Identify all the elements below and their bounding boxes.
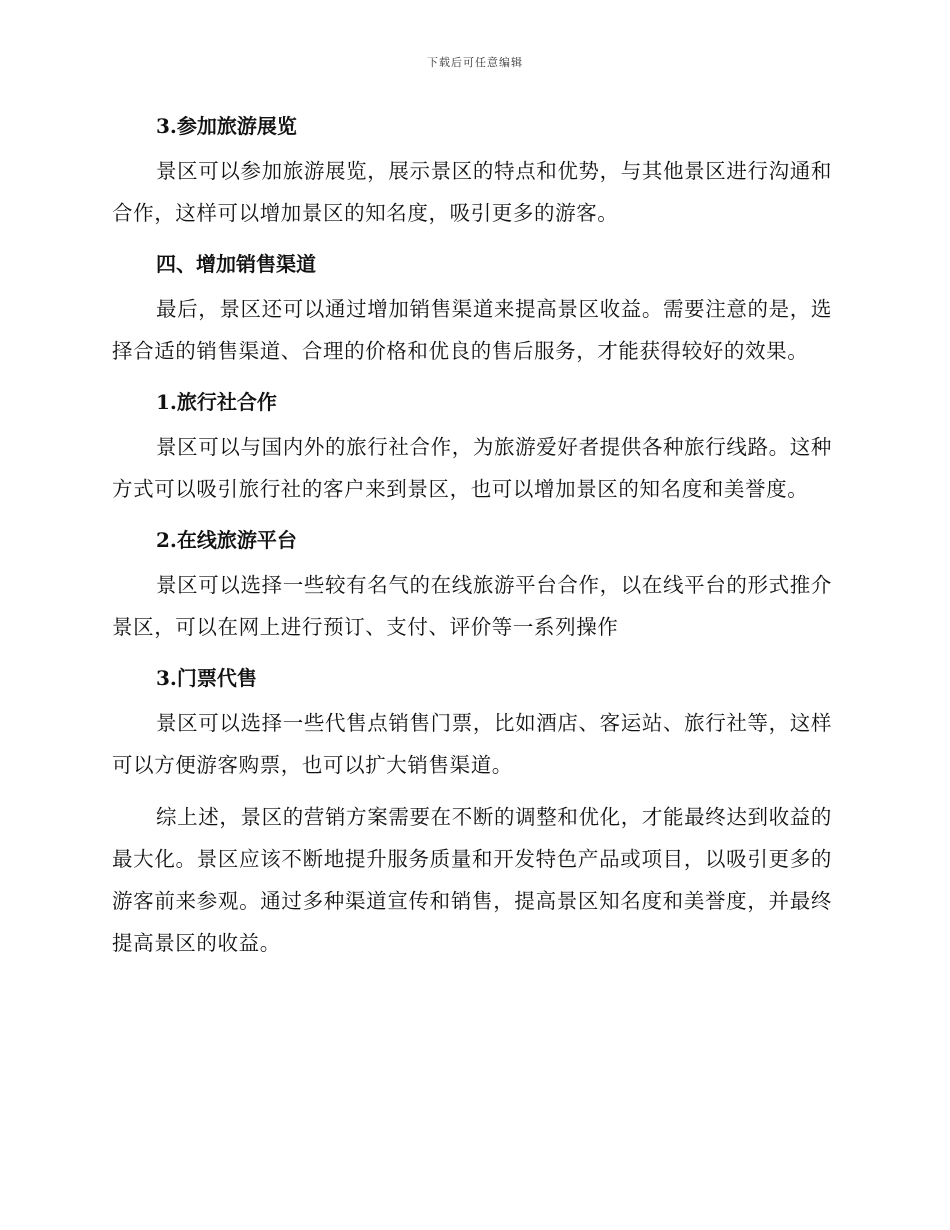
document-body bbox=[112, 106, 832, 974]
section-heading-ticket-agency: 3.门票代售 bbox=[156, 666, 257, 690]
paragraph-online-platform: 景区可以选择一些较有名气的在线旅游平台合作，以在线平台的形式推介景区，可以在网上进行预订、支付、评价等一系列操作 bbox=[112, 573, 832, 639]
paragraph-conclusion: 综上述，景区的营销方案需要在不断的调整和优化，才能最终达到收益的最大化。景区应该不断地提升服务质量和开发特色产品或项目，以吸引更多的游客前来参观。通过多种渠道宣传和销售，提高景区知名度和美誉度，并最终提高景区的收益。 bbox=[112, 805, 832, 955]
section-heading-travel-agency: 1.旅行社合作 bbox=[156, 390, 277, 414]
paragraph-sales-channels: 最后，景区还可以通过增加销售渠道来提高景区收益。需要注意的是，选择合适的销售渠道、合理的价格和优良的售后服务，才能获得较好的效果。 bbox=[112, 297, 832, 363]
page-header: 下载后可任意编辑 bbox=[427, 56, 523, 69]
section-heading-exhibition: 3.参加旅游展览 bbox=[156, 114, 297, 138]
paragraph-travel-agency: 景区可以与国内外的旅行社合作，为旅游爱好者提供各种旅行线路。这种方式可以吸引旅行社的客户来到景区，也可以增加景区的知名度和美誉度。 bbox=[112, 435, 832, 501]
paragraph-ticket-agency: 景区可以选择一些代售点销售门票，比如酒店、客运站、旅行社等，这样可以方便游客购票，也可以扩大销售渠道。 bbox=[112, 711, 832, 777]
section-heading-online-platform: 2.在线旅游平台 bbox=[156, 528, 297, 552]
section-heading-sales-channels: 四、增加销售渠道 bbox=[156, 252, 316, 276]
paragraph-exhibition: 景区可以参加旅游展览，展示景区的特点和优势，与其他景区进行沟通和合作，这样可以增加景区的知名度，吸引更多的游客。 bbox=[112, 159, 832, 225]
